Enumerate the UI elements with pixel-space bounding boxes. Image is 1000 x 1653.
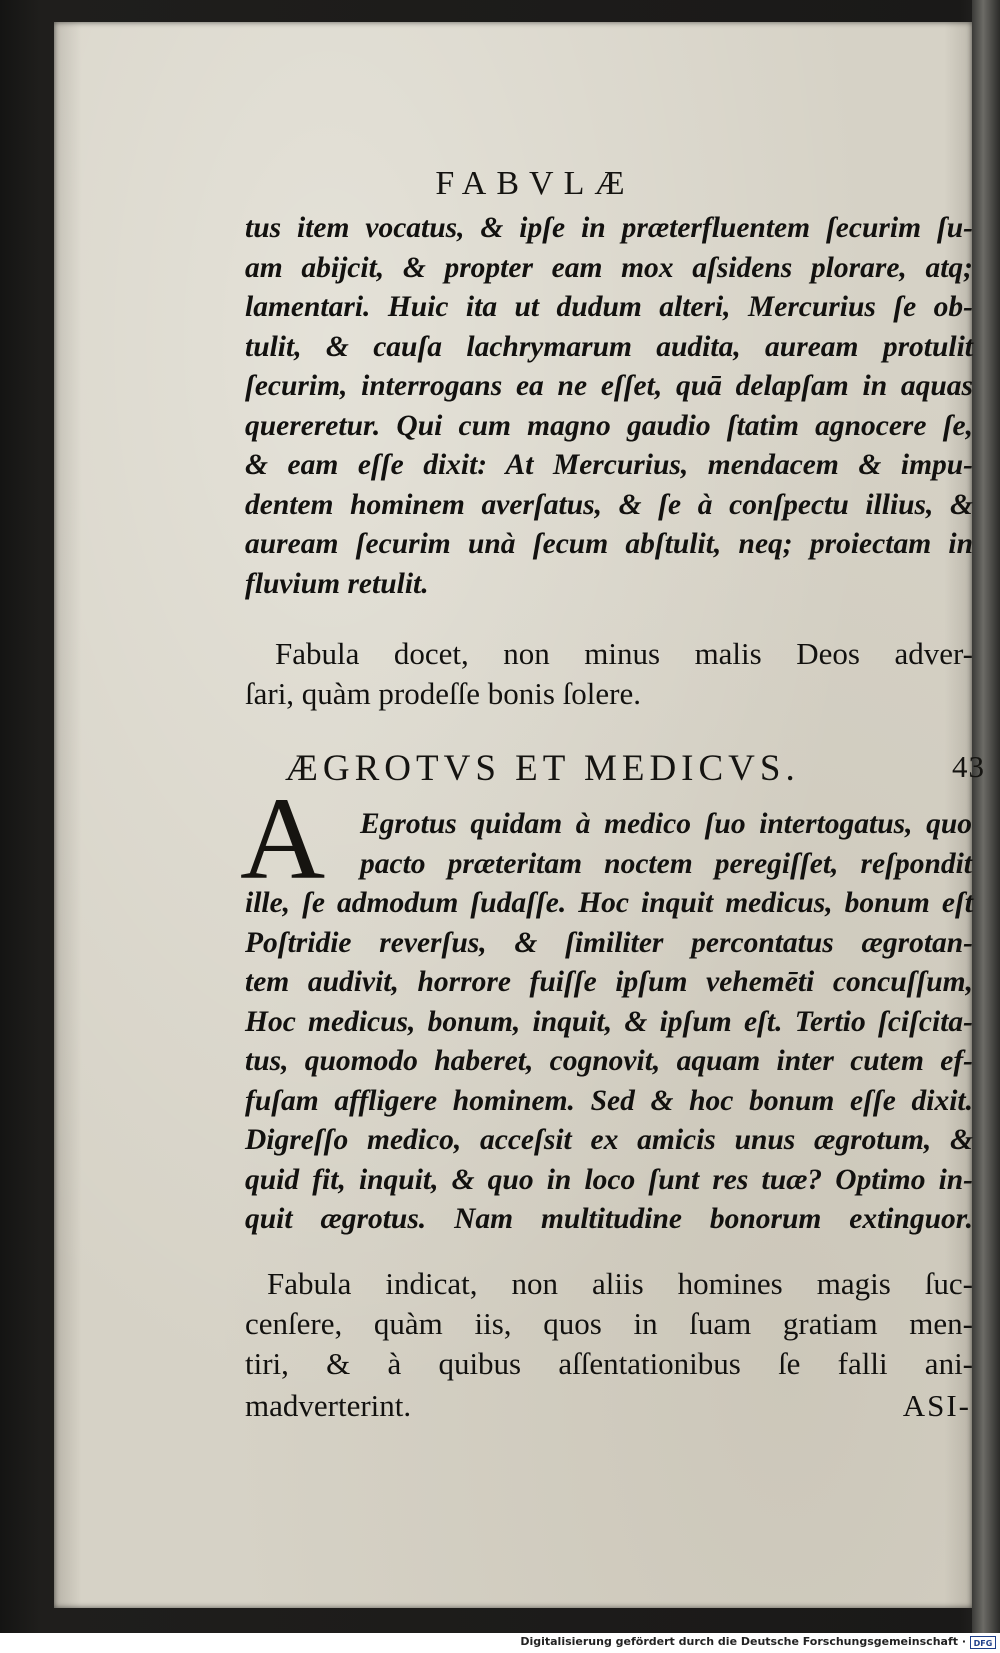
text-line: tem audivit, horrore fuiſſe ipſum vehemēti concuſſum,	[245, 966, 973, 998]
text-line: tus item vocatus, & ipſe in præterfluentem ſecurim ſu-	[245, 212, 973, 244]
text-line: lamentari. Huic ita ut dudum alteri, Mercurius ſe ob-	[245, 291, 973, 323]
text-line: tiri, & à quibus aſſentationibus ſe falli ani-	[245, 1346, 973, 1381]
text-line: madverterint.	[245, 1388, 412, 1423]
text-line: ſecurim, interrogans ea ne eſſet, quā delapſam in aquas	[245, 370, 973, 402]
text-line: am abijcit, & propter eam mox aſsidens plorare, atq;	[245, 251, 973, 284]
last-line-row	[245, 1386, 973, 1426]
footer-credit: Digitalisierung gefördert durch die Deutsche Forschungsgemeinschaft ·	[520, 1635, 966, 1648]
text-line: & eam eſſe dixit: At Mercurius, mendacem & impu-	[245, 449, 973, 481]
running-title: FABVLÆ	[435, 165, 635, 202]
text-line: auream ſecurim unà ſecum abſtulit, neq; proiectam in	[245, 528, 973, 560]
text-line: fluvium retulit.	[245, 567, 429, 600]
moral1-block	[245, 634, 973, 714]
text-line: Fabula indicat, non aliis homines magis ſuc-	[267, 1266, 973, 1301]
text-line: Egrotus quidam à medico ſuo intertogatus, quo	[360, 808, 972, 840]
text-line: dentem hominem averſatus, & ſe à conſpectu illius, &	[245, 488, 973, 521]
text-line: pacto præteritam noctem peregiſſet, reſpondit	[360, 847, 972, 880]
moral2-block	[245, 1264, 973, 1384]
text-line: quereretur. Qui cum magno gaudio ſtatim agnocere ſe,	[245, 409, 973, 442]
text-line: cenſere, quàm iis, quos in ſuam gratiam men-	[245, 1306, 973, 1341]
text-line: Poſtridie reverſus, & ſimiliter percontatus ægrotan-	[245, 926, 973, 959]
fable-title-row	[285, 747, 985, 797]
text-line: fuſam affligere hominem. Sed & hoc bonum eſſe dixit.	[245, 1084, 973, 1117]
text-line: quit ægrotus. Nam multitudine bonorum extinguor.	[245, 1203, 973, 1235]
text-line: ille, ſe admodum ſudaſſe. Hoc inquit medicus, bonum eſt	[245, 887, 973, 919]
catchword: ASI-	[902, 1388, 971, 1423]
text-line: Hoc medicus, bonum, inquit, & ipſum eſt. Tertio ſciſcita-	[245, 1005, 973, 1038]
text-line: Fabula docet, non minus malis Deos adver-	[275, 636, 973, 671]
footer-bar	[0, 1633, 1000, 1653]
page-number: 43	[952, 749, 985, 784]
book-edge	[972, 0, 1000, 1633]
text-line: quid fit, inquit, & quo in loco ſunt res tuæ? Optimo in-	[245, 1163, 973, 1196]
text-line: tulit, & cauſa lachrymarum audita, auream protulit	[245, 330, 973, 363]
dfg-logo-icon: DFG	[970, 1636, 996, 1649]
fable-title: ÆGROTVS ET MEDICVS.	[285, 748, 800, 789]
text-line: ſari, quàm prodeſſe bonis ſolere.	[245, 676, 641, 711]
drop-initial: A	[240, 773, 326, 904]
text-line: Digreſſo medico, acceſsit ex amicis unus ægrotum, &	[245, 1124, 973, 1156]
text-line: tus, quomodo haberet, cognovit, aquam inter cutem ef-	[245, 1045, 973, 1077]
story1-block	[245, 209, 973, 604]
fable2-opening	[360, 805, 972, 884]
fable2-body	[245, 884, 973, 1240]
